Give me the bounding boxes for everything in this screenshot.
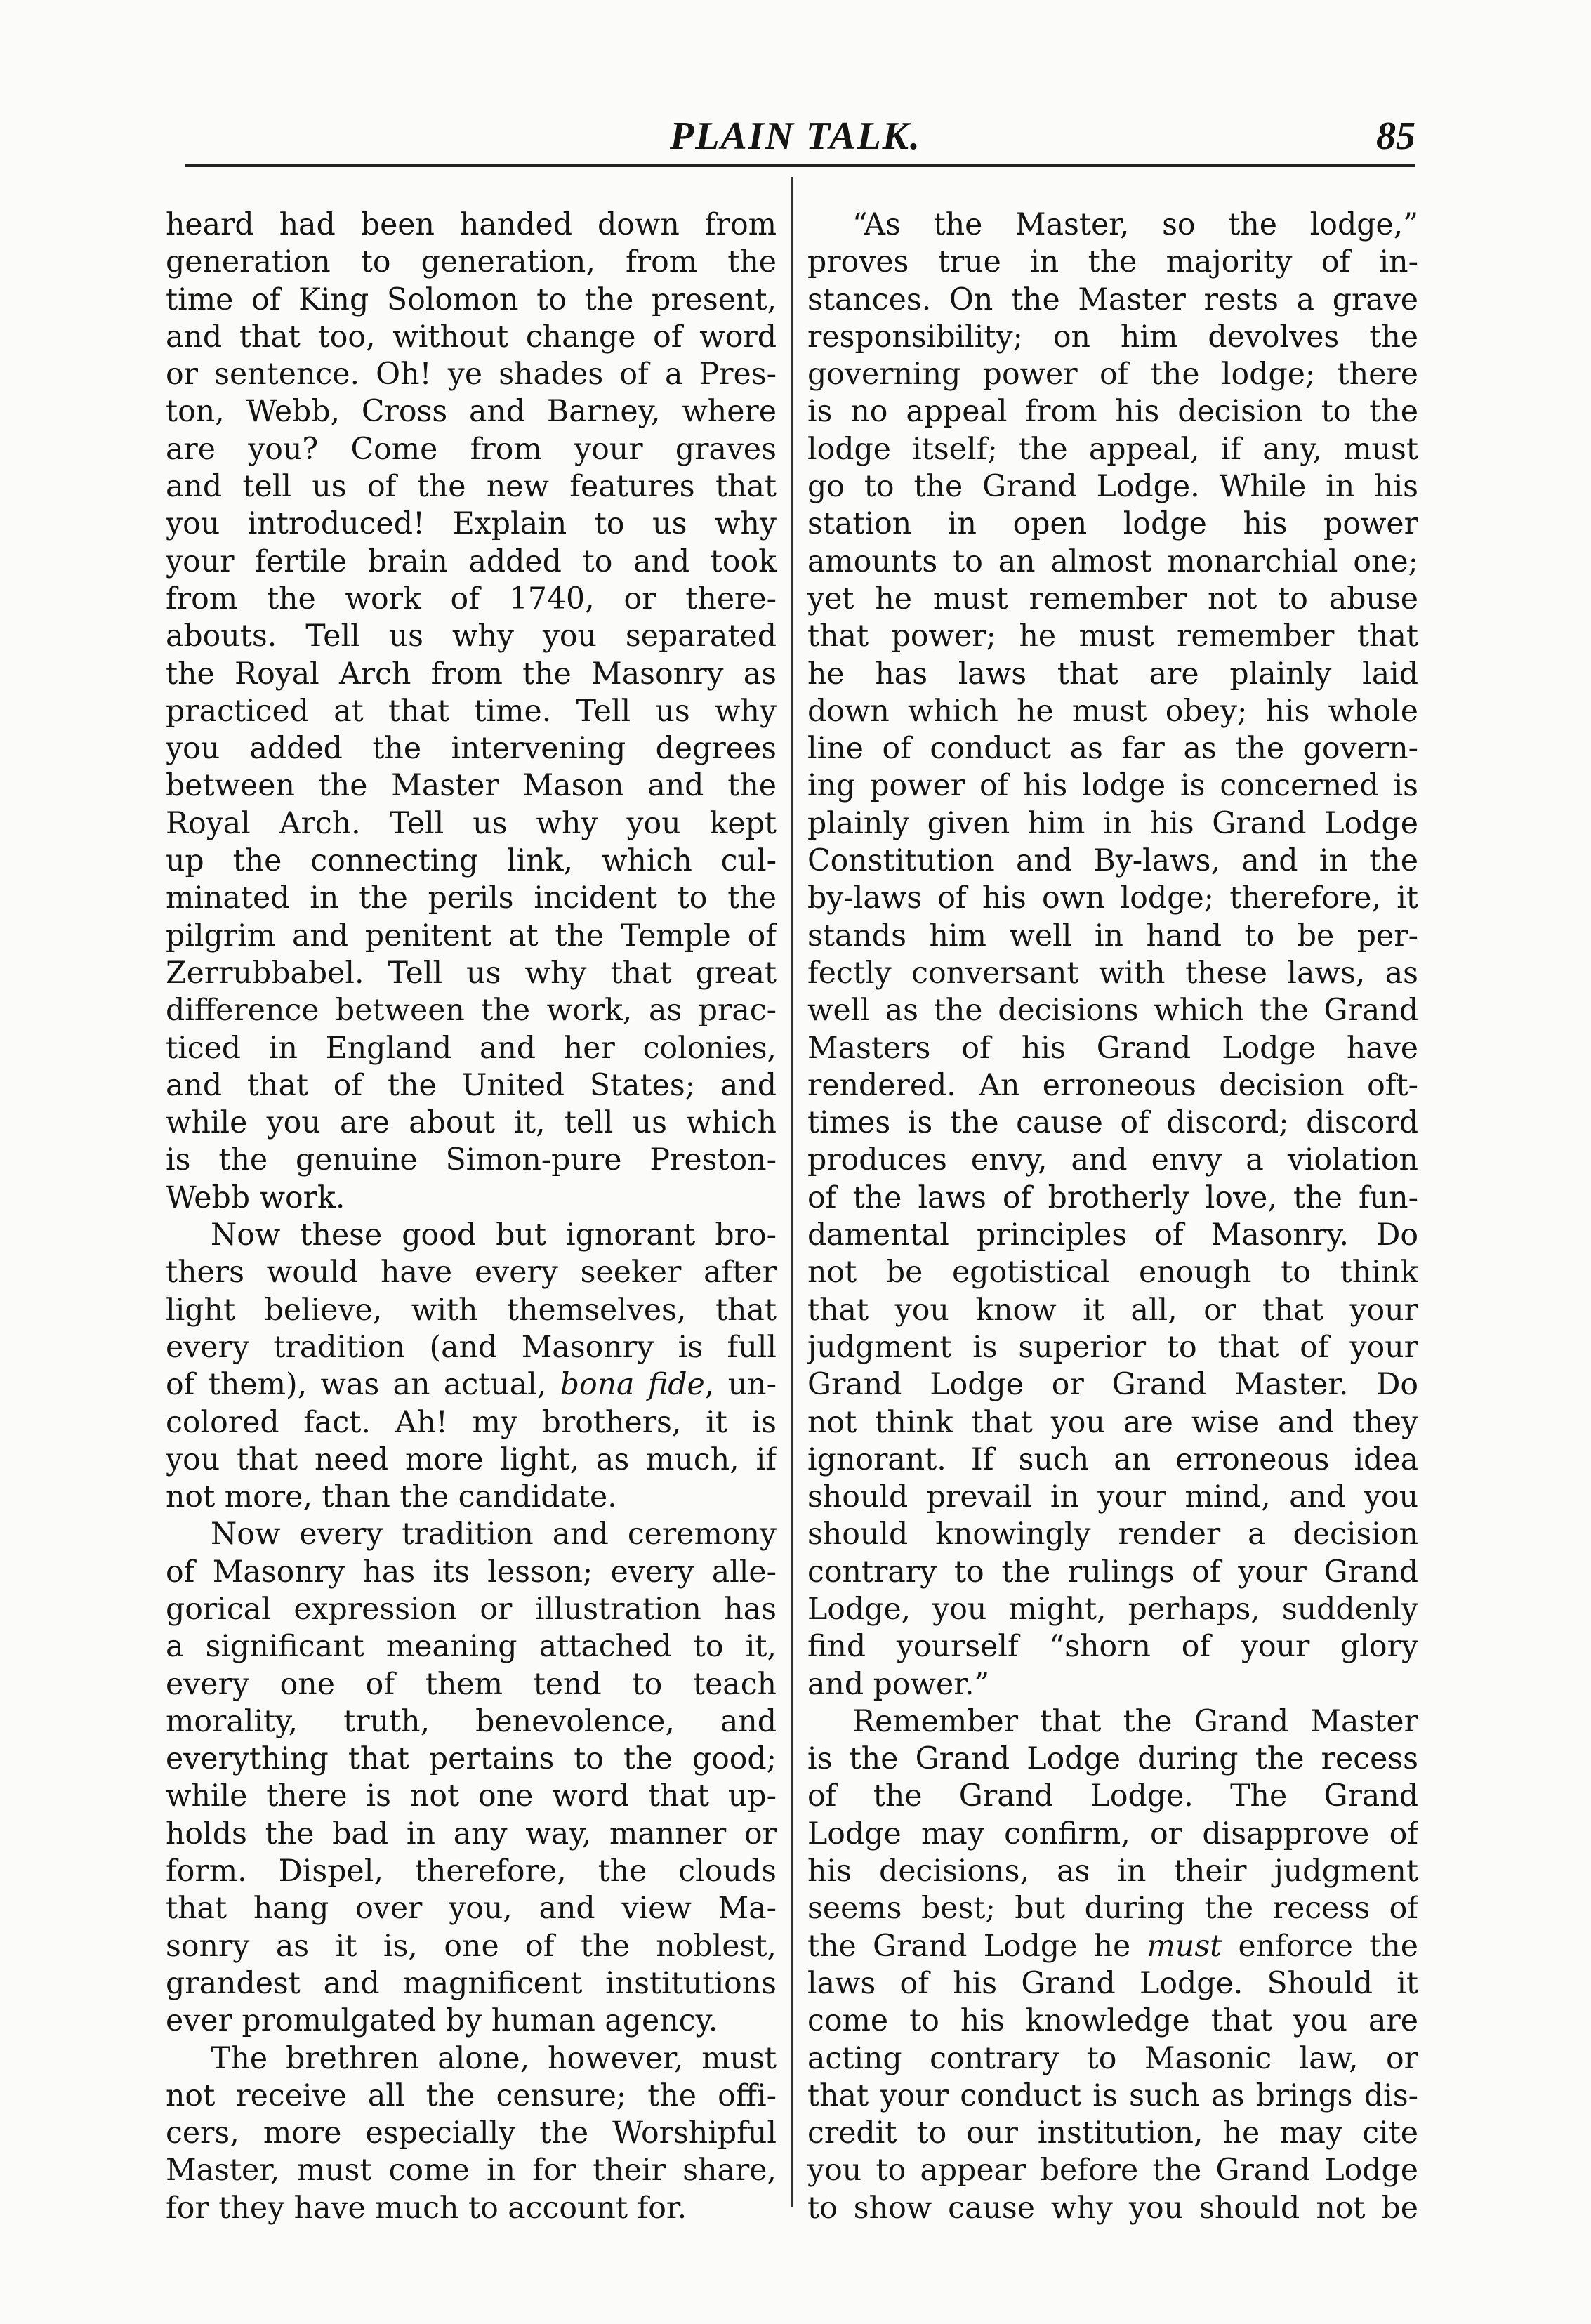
text-line: you that need more light, as much, if [166,1441,777,1477]
text-line: for they have much to account for. [166,2190,687,2226]
text-line: laws of his Grand Lodge. Should it [807,1965,1418,2001]
text-line: fectly conversant with these laws, as [807,955,1418,991]
text-line: morality, truth, benevolence, and [166,1703,777,1739]
text-line: stands him well in hand to be per- [807,918,1418,953]
text-line: produces envy, and envy a violation [807,1142,1418,1178]
text-line: stances. On the Master rests a grave [807,282,1418,317]
text-line: ton, Webb, Cross and Barney, where [166,394,777,430]
text-line: Zerrubbabel. Tell us why that great [166,955,777,991]
text-line: times is the cause of discord; discord [807,1105,1418,1141]
text-line: Now every tradition and ceremony [211,1517,777,1552]
text-line: you to appear before the Grand Lodge [807,2153,1418,2188]
text-line: every one of them tend to teach [166,1666,777,1702]
running-head [176,83,1415,158]
text-line: not be egotistical enough to think [807,1255,1418,1290]
text-line: of the Grand Lodge. The Grand [807,1778,1418,1814]
text-line: well as the decisions which the Grand [807,993,1418,1029]
text-line: go to the Grand Lodge. While in his [807,469,1418,505]
text-line: ticed in England and her colonies, [166,1030,777,1066]
text-line: Grand Lodge or Grand Master. Do [807,1367,1418,1403]
text-line: not think that you are wise and they [807,1404,1418,1440]
text-line: judgment is superior to that of your [807,1329,1418,1365]
text-line: every tradition (and Masonry is full [166,1329,777,1365]
text-line: thers would have every seeker after [166,1255,777,1290]
text-line: and that of the United States; and [166,1067,777,1103]
text-line: of Masonry has its lesson; every alle- [166,1554,777,1590]
text-line: Lodge, you might, perhaps, suddenly [807,1591,1418,1627]
text-line: not receive all the censure; the offi- [166,2078,777,2113]
text-line: generation to generation, from the [166,244,777,280]
text-line: Constitution and By-laws, and in the [807,843,1418,879]
text-line: credit to our institution, he may cite [807,2115,1418,2151]
text-line: is the genuine Simon-pure Preston- [166,1142,777,1178]
text-line: not more, than the candidate. [166,1479,617,1515]
text-line: and power.” [807,1666,990,1702]
text-line: responsibility; on him devolves the [807,319,1418,355]
text-line: Now these good but ignorant bro- [211,1217,777,1253]
text-line: line of conduct as far as the govern- [807,731,1418,767]
text-line: governing power of the lodge; there [807,357,1418,392]
text-line: come to his knowledge that you are [807,2003,1418,2039]
text-line: sonry as it is, one of the noblest, [166,1928,777,1964]
page-number: 85 [1376,114,1415,158]
text-line: while you are about it, tell us which [166,1105,777,1141]
text-line: up the connecting link, which cul- [166,843,777,879]
text-line: that your conduct is such as brings dis- [807,2078,1418,2113]
text-line: are you? Come from your graves [166,431,777,467]
text-run: enforce the [1222,1928,1418,1964]
text-line: while there is not one word that up- [166,1778,777,1814]
text-line: gorical expression or illustration has [166,1591,777,1627]
italic-text: bona fide [560,1367,705,1403]
text-line: a significant meaning attached to it, [166,1629,777,1665]
text-line: ignorant. If such an erroneous idea [807,1441,1418,1477]
text-line: everything that pertains to the good; [166,1741,777,1777]
text-line: The brethren alone, however, must [211,2040,777,2076]
text-line: damental principles of Masonry. Do [807,1217,1418,1253]
text-run: , un- [704,1367,777,1403]
text-line: Masters of his Grand Lodge have [807,1030,1418,1066]
text-line: to show cause why you should not be [807,2190,1418,2226]
text-line: your fertile brain added to and took [166,543,777,579]
text-line: is no appeal from his decision to the [807,394,1418,430]
text-line: form. Dispel, therefore, the clouds [166,1854,777,1889]
text-run: of them), was an actual, [166,1367,560,1403]
text-line: colored fact. Ah! my brothers, it is [166,1404,777,1440]
text-line: abouts. Tell us why you separated [166,619,777,654]
text-line: should prevail in your mind, and you [807,1479,1418,1515]
header-rule [185,164,1415,167]
text-line: proves true in the majority of in- [807,244,1418,280]
text-line: and that too, without change of word [166,319,777,355]
text-line: plainly given him in his Grand Lodge [807,805,1418,841]
text-line: that power; he must remember that [807,619,1418,654]
text-line: he has laws that are plainly laid [807,656,1418,692]
right-text-column [807,206,1418,2226]
text-line: “As the Master, so the lodge,” [852,207,1418,242]
text-line: that hang over you, and view Ma- [166,1891,777,1927]
text-line: his decisions, as in their judgment [807,1854,1418,1889]
text-line: you introduced! Explain to us why [166,506,777,542]
text-line: seems best; but during the recess of [807,1891,1418,1927]
text-line: amounts to an almost monarchial one; [807,543,1418,579]
text-line: minated in the perils incident to the [166,880,777,916]
text-line: grandest and magnificent institutions [166,1965,777,2001]
column-divider [791,177,793,2207]
text-line: difference between the work, as prac- [166,993,777,1029]
text-line: heard had been handed down from [166,207,777,242]
text-line: time of King Solomon to the present, [166,282,777,317]
text-line: and tell us of the new features that [166,469,777,505]
left-text-column [166,206,777,2226]
text-line: should knowingly render a decision [807,1517,1418,1552]
text-line: station in open lodge his power [807,506,1418,542]
text-line: lodge itself; the appeal, if any, must [807,431,1418,467]
text-line: you added the intervening degrees [166,731,777,767]
text-line: Remember that the Grand Master [852,1703,1418,1739]
text-line: ever promulgated by human agency. [166,2003,718,2039]
text-line: light believe, with themselves, that [166,1292,777,1328]
text-line: or sentence. Oh! ye shades of a Pres- [166,357,777,392]
text-line: between the Master Mason and the [166,768,777,804]
text-line: yet he must remember not to abuse [807,581,1418,616]
text-line: contrary to the rulings of your Grand [807,1554,1418,1590]
text-line: pilgrim and penitent at the Temple of [166,918,777,953]
text-line: that you know it all, or that your [807,1292,1418,1328]
text-line: of the laws of brotherly love, the fun- [807,1180,1418,1215]
italic-text: must [1147,1928,1222,1964]
text-line [166,1366,777,1404]
text-line: ing power of his lodge is concerned is [807,768,1418,804]
text-line: rendered. An erroneous decision oft- [807,1067,1418,1103]
text-line: by-laws of his own lodge; therefore, it [807,880,1418,916]
text-line: Royal Arch. Tell us why you kept [166,805,777,841]
text-line: cers, more especially the Worshipful [166,2115,777,2151]
text-line: acting contrary to Masonic law, or [807,2040,1418,2076]
text-line: Webb work. [166,1180,345,1215]
text-line: is the Grand Lodge during the recess [807,1741,1418,1777]
text-line: Lodge may confirm, or disapprove of [807,1816,1418,1851]
text-line: find yourself “shorn of your glory [807,1629,1418,1665]
text-line: Master, must come in for their share, [166,2153,777,2188]
text-run: the Grand Lodge he [807,1928,1147,1964]
text-line [807,1928,1418,1965]
text-line: down which he must obey; his whole [807,693,1418,729]
text-line: practiced at that time. Tell us why [166,693,777,729]
running-head-title: PLAIN TALK. [669,114,922,158]
text-line: the Royal Arch from the Masonry as [166,656,777,692]
text-line: from the work of 1740, or there- [166,581,777,616]
text-line: holds the bad in any way, manner or [166,1816,777,1851]
